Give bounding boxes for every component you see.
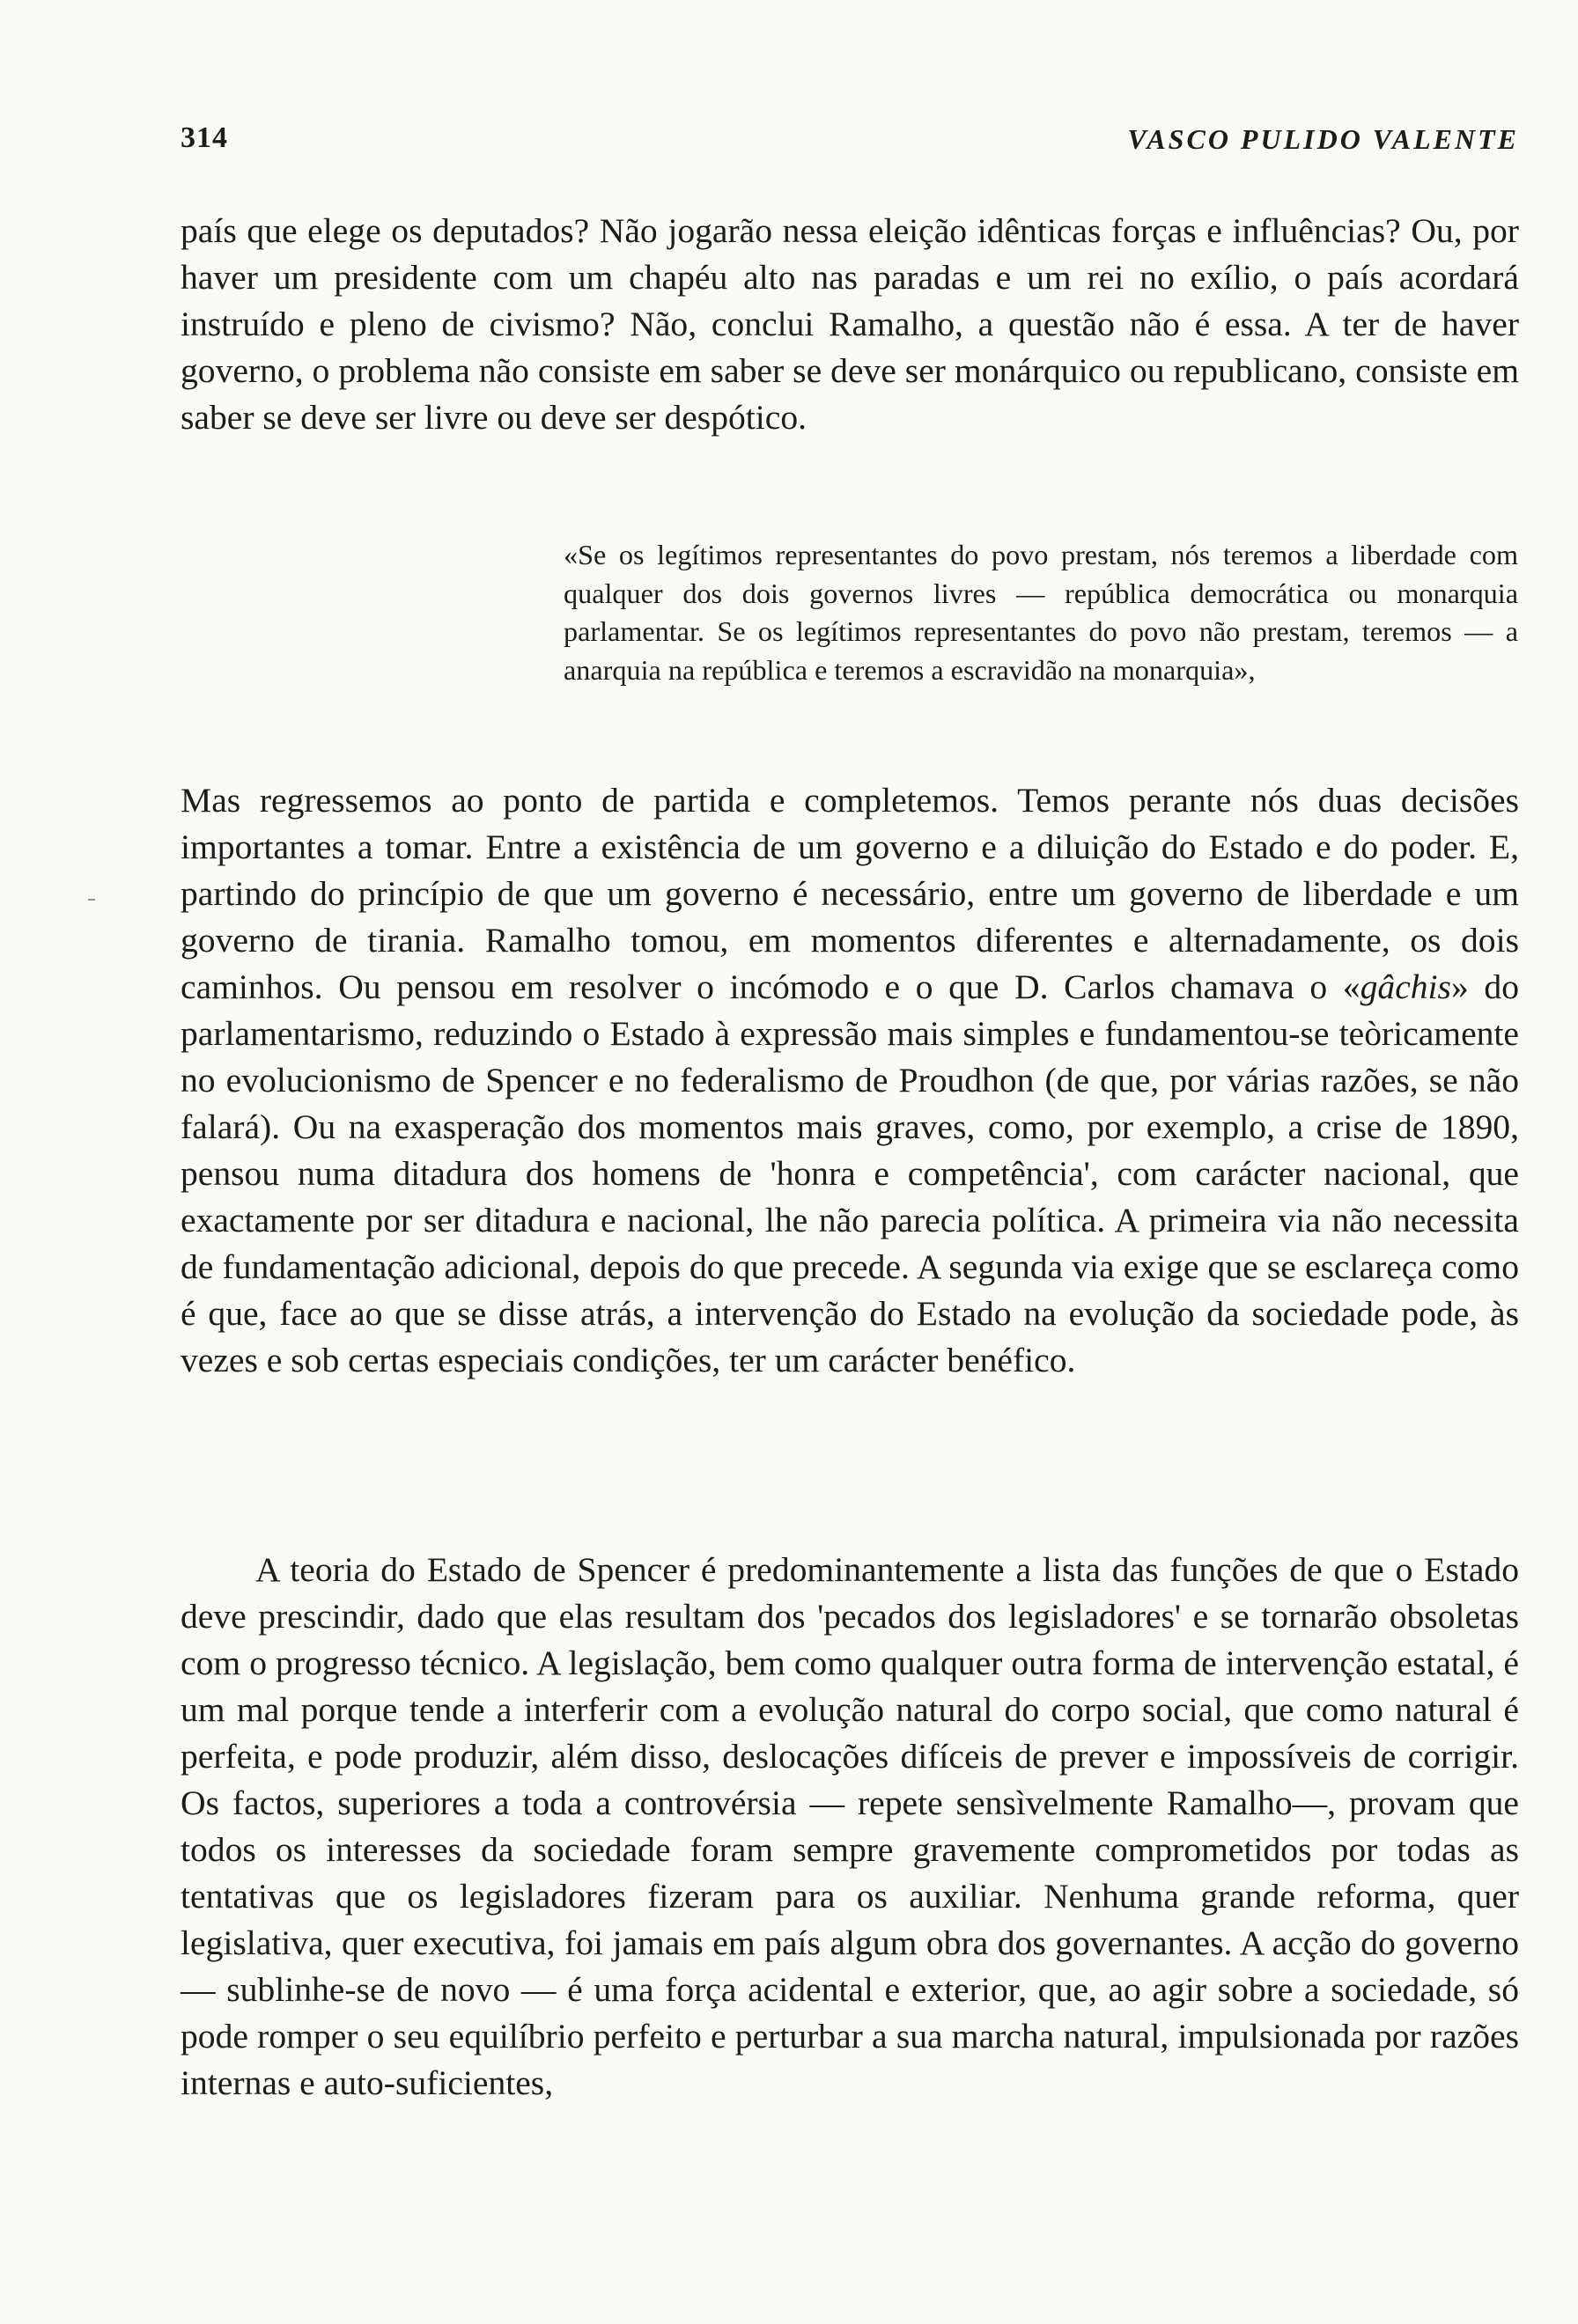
paragraph-2-italic-term: gâchis [1360,967,1451,1006]
paragraph-3: A teoria do Estado de Spencer é predominantemente a lista das funções de que o Estado deve prescindir, dado que elas resultam dos 'pecados dos legisladores' e se tornarão obsoletas com o progresso técnico. A legislação, bem como qualquer outra forma de intervenção estatal, é um mal porque tende a interferir com a evolução natural do corpo social, que como natural é perfeita, e pode produzir, além disso, deslocações difíceis de prever e impossíveis de corrigir. Os factos, superiores a toda a controvérsia — repete sensìvelmente Ramalho—, provam que todos os interesses da sociedade foram sempre gravemente comprometidos por todas as tentativas que os legisladores fizeram para os auxiliar. Nenhuma grande reforma, quer legislativa, quer executiva, foi jamais em país algum obra dos governantes. A acção do governo — sublinhe-se de novo — é uma força acidental e exterior, que, ao agir sobre a sociedade, só pode romper o seu equilíbrio perfeito e perturbar a sua marcha natural, impulsionada por razões internas e auto-suficientes, [181,1550,1519,2102]
margin-mark [88,899,95,901]
paragraph-2 [181,777,1519,1384]
block-quote: «Se os legítimos representantes do povo prestam, nós teremos a liberdade com qualquer dos dois governos livres — república democrática ou monarquia parlamentar. Se os legítimos representantes do povo não prestam, teremos — a anarquia na república e teremos a escravidão na monarquia», [564,539,1518,686]
page-number: 314 [181,121,228,154]
paragraph-2-text-a: Mas regressemos ao ponto de partida e completemos. Temos perante nós duas decisões importantes a tomar. Entre a existência de um governo e a diluição do Estado e do poder. E, partindo do princípio de que um governo é necessário, entre um governo de liberdade e um governo de tirania. Ramalho tomou, em momentos diferentes e alternadamente, os dois caminhos. Ou pensou em resolver o incómodo e o que D. Carlos chamava o « [181,781,1519,1006]
running-header [181,121,1519,165]
paragraph-1: país que elege os deputados? Não jogarão nessa eleição idênticas forças e influências? Ou, por haver um presidente com um chapéu alto nas paradas e um rei no exílio, o país acordará instruído e pleno de civismo? Não, conclui Ramalho, a questão não é essa. A ter de haver governo, o problema não consiste em saber se deve ser monárquico ou republicano, consiste em saber se deve ser livre ou deve ser despótico. [181,211,1519,437]
running-title: VASCO PULIDO VALENTE [1127,123,1519,155]
paragraph-2-text-b: » do parlamentarismo, reduzindo o Estado à expressão mais simples e fundamentou-se teòricamente no evolucionismo de Spencer e no federalismo de Proudhon (de que, por várias razões, se não falará). Ou na exasperação dos momentos mais graves, como, por exemplo, a crise de 1890, pensou numa ditadura dos homens de 'honra e competência', com carácter nacional, que exactamente por ser ditadura e nacional, lhe não parecia política. A primeira via não necessita de fundamentação adicional, depois do que precede. A segunda via exige que se esclareça como é que, face ao que se disse atrás, a intervenção do Estado na evolução da sociedade pode, às vezes e sob certas especiais condições, ter um carácter benéfico. [181,967,1519,1379]
